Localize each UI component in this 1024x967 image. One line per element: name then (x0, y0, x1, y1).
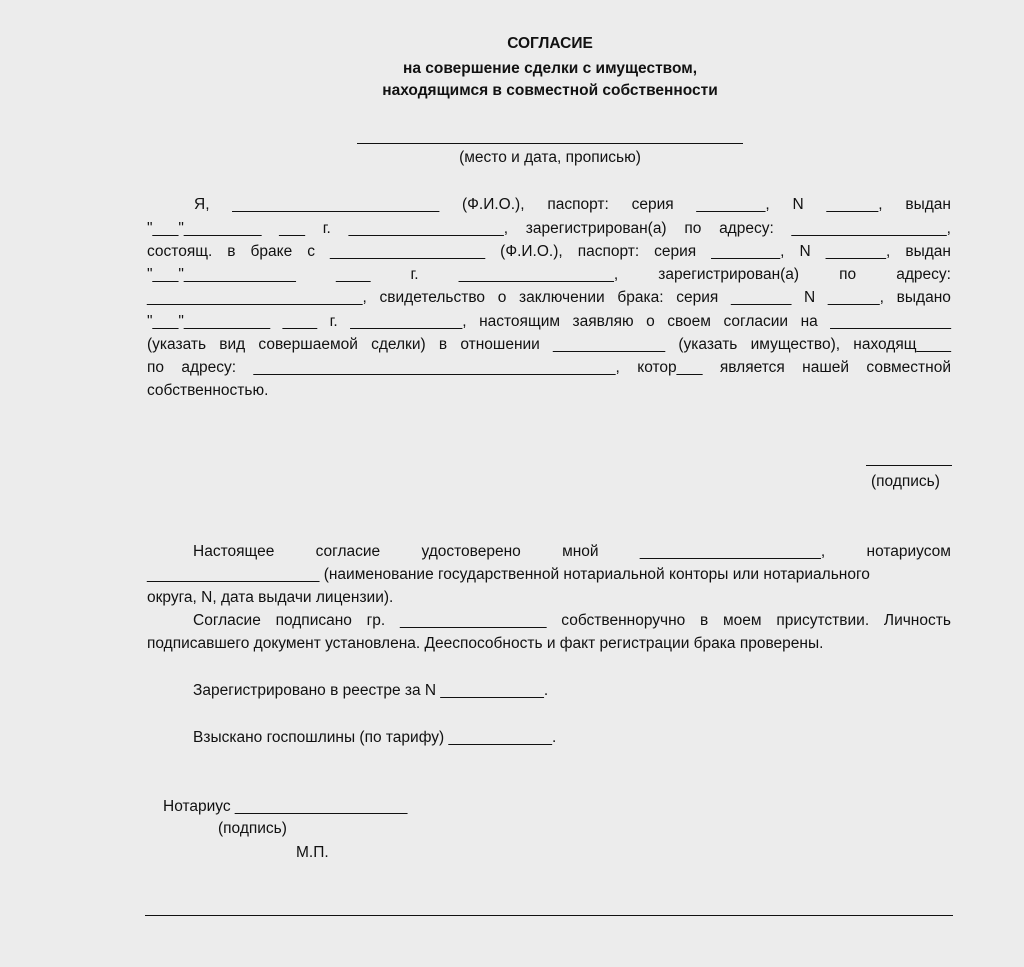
body-line-7 (147, 334, 951, 356)
word: _____________ (553, 336, 666, 353)
word: удостоверено (421, 543, 521, 560)
word: Я, (194, 196, 210, 213)
body-line-1 (194, 194, 951, 216)
word: своем (667, 313, 711, 330)
word: совместной (866, 359, 951, 376)
bottom-rule (145, 915, 953, 916)
word: N (804, 289, 816, 306)
word: согласие (315, 543, 381, 560)
word: зарегистрирован(а) (658, 266, 800, 283)
word: в (438, 336, 448, 353)
word: ______, (826, 196, 883, 213)
word: ____ (282, 313, 318, 330)
word: брака: (617, 289, 664, 306)
body-line-8 (147, 357, 951, 379)
word: по (147, 359, 165, 376)
word: серия (676, 289, 719, 306)
word: N (799, 243, 811, 260)
word: браке (250, 243, 293, 260)
notary-signature-caption: (подпись) (218, 820, 287, 837)
word: N (792, 196, 804, 213)
word: Согласие (193, 612, 261, 629)
registry-line: Зарегистрировано в реестре за N ____________. (193, 682, 549, 699)
notary-signature-line: Нотариус ____________________ (163, 798, 408, 815)
word: ______________ (830, 313, 951, 330)
word: адресу: (719, 220, 774, 237)
document-subtitle-1: на совершение сделки с имуществом, (402, 60, 698, 77)
word: собственноручно (561, 612, 686, 629)
seal-mark: М.П. (296, 844, 329, 861)
word: паспорт: (547, 196, 609, 213)
document-title: СОГЛАСИЕ (507, 35, 593, 52)
word: __________________________________________, (253, 359, 620, 376)
word: ________, (696, 196, 770, 213)
word: Личность (883, 612, 951, 629)
word: (Ф.И.О.), (500, 243, 563, 260)
word: г. (410, 266, 419, 283)
notary-line-2: ____________________ (наименование государственной нотариальной конторы или нотариального (147, 566, 870, 583)
word: _______, (825, 243, 891, 260)
word: ___ (279, 220, 306, 237)
word: вид (219, 336, 246, 353)
word: нашей (802, 359, 850, 376)
word: адресу: (896, 266, 951, 283)
word: нотариусом (866, 543, 951, 560)
word: "___"__________ (147, 313, 271, 330)
word: _______ (730, 289, 792, 306)
word: ____ (336, 266, 371, 283)
word: серия (654, 243, 697, 260)
word: в (700, 612, 709, 629)
signature-line (866, 465, 952, 466)
word: "___"_____________ (147, 266, 296, 283)
word: совершаемой (258, 336, 358, 353)
word: в (227, 243, 236, 260)
word: присутствии. (776, 612, 870, 629)
signature-caption: (подпись) (871, 473, 940, 490)
notary-line-5: подписавшего документ установлена. Дееспособность и факт регистрации брака проверены. (147, 635, 824, 652)
word: зарегистрирован(а) (525, 220, 667, 237)
word: __________________, (348, 220, 509, 237)
word: имущество), (750, 336, 841, 353)
word: гр. (366, 612, 386, 629)
word: моем (723, 612, 762, 629)
word: заключении (519, 289, 605, 306)
word: серия (631, 196, 674, 213)
word: Настоящее (193, 543, 275, 560)
word: о (646, 313, 655, 330)
word: по (684, 220, 702, 237)
word: паспорт: (577, 243, 640, 260)
word: ________________________ (232, 196, 440, 213)
word: отношении (460, 336, 540, 353)
word: (указать (147, 336, 207, 353)
word: (Ф.И.О.), (461, 196, 525, 213)
word: настоящим (479, 313, 561, 330)
body-line-9: собственностью. (147, 382, 269, 399)
word: состоящ. (147, 243, 213, 260)
word: (указать (678, 336, 738, 353)
word: мной (562, 543, 599, 560)
word: г. (329, 313, 338, 330)
notary-line-1 (193, 541, 951, 563)
body-line-6 (147, 311, 951, 333)
document-subtitle-2: находящимся в совместной собственности (382, 82, 718, 99)
word: о (497, 289, 507, 306)
word: находящ____ (853, 336, 951, 353)
word: _____________________, (639, 543, 826, 560)
word: адресу: (181, 359, 237, 376)
word: выдан (905, 196, 951, 213)
word: __________________, (791, 220, 951, 237)
word: по (839, 266, 857, 283)
body-line-5 (147, 287, 951, 309)
word: заявляю (572, 313, 634, 330)
word: сделки) (371, 336, 426, 353)
word: _________________ (400, 612, 547, 629)
word: г. (322, 220, 331, 237)
fee-line: Взыскано госпошлины (по тарифу) ____________. (193, 729, 557, 746)
word: __________________ (329, 243, 486, 260)
word: __________________, (458, 266, 619, 283)
word: с (307, 243, 315, 260)
word: свидетельство (379, 289, 486, 306)
notary-line-3: округа, N, дата выдачи лицензии). (147, 589, 394, 606)
place-date-caption: (место и дата, прописью) (459, 149, 641, 166)
word: _____________, (350, 313, 467, 330)
word: согласии (723, 313, 789, 330)
word: котор___ (637, 359, 703, 376)
word: выдано (896, 289, 951, 306)
body-line-2 (147, 218, 951, 240)
body-line-4 (147, 264, 951, 286)
word: "___"_________ (147, 220, 262, 237)
notary-line-4 (193, 610, 951, 632)
word: подписано (275, 612, 352, 629)
place-date-line (357, 143, 743, 144)
body-line-3 (147, 241, 951, 263)
word: ______, (827, 289, 884, 306)
word: является (719, 359, 785, 376)
word: выдан (905, 243, 951, 260)
word: ________, (711, 243, 785, 260)
word: _________________________, (147, 289, 367, 306)
word: на (800, 313, 818, 330)
